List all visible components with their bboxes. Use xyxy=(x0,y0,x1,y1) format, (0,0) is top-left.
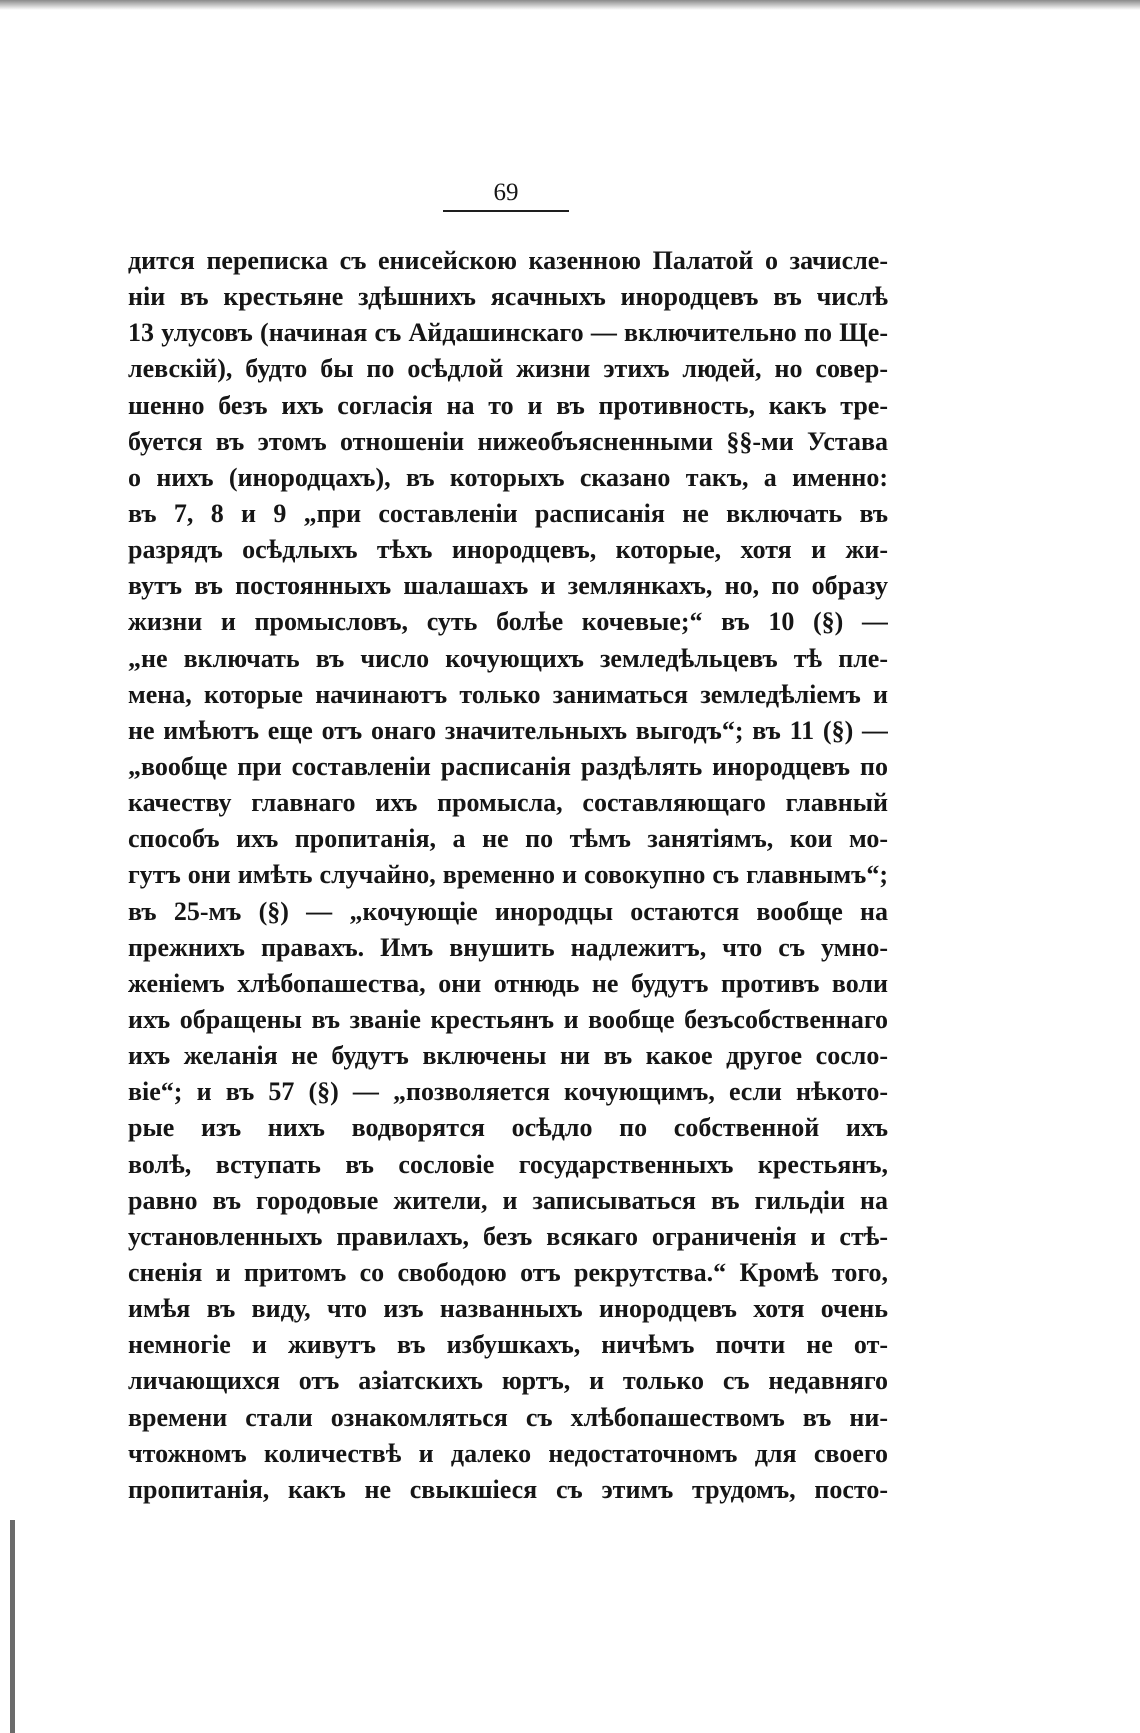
text-line: установленныхъ правилахъ, безъ всякаго ограниченiя и стѣ- xyxy=(128,1221,888,1251)
text-line: пропитанiя, какъ не свыкшiеся съ этимъ трудомъ, посто- xyxy=(128,1474,888,1504)
text-line: ихъ обращены въ званiе крестьянъ и вообще безъсобственнаго xyxy=(128,1004,888,1034)
text-line: „не включать въ число кочующихъ земледѣльцевъ тѣ пле- xyxy=(128,643,888,673)
text-line: о нихъ (инородцахъ), въ которыхъ сказано такъ, а именно: xyxy=(128,462,888,492)
text-line: нiи въ крестьяне здѣшнихъ ясачныхъ инородцевъ въ числѣ xyxy=(128,282,888,312)
text-line: ихъ желанiя не будутъ включены ни въ какое другое сосло- xyxy=(128,1041,888,1071)
text-line: мена, которые начинаютъ только заниматься земледѣлiемъ и xyxy=(128,679,888,709)
text-line: разрядъ осѣдлыхъ тѣхъ инородцевъ, которые, хотя и жи- xyxy=(128,535,888,565)
text-line: личающихся отъ азiатскихъ юртъ, и только съ недавняго xyxy=(128,1366,888,1396)
text-line: вiе“; и въ 57 (§) — „позволяется кочующимъ, если нѣкото- xyxy=(128,1077,888,1107)
text-line: качеству главнаго ихъ промысла, составляющаго главный xyxy=(128,788,888,818)
text-line: шенно безъ ихъ согласiя на то и въ противность, какъ тре- xyxy=(128,390,888,420)
text-line: левскiй), будто бы по осѣдлой жизни этихъ людей, но совер- xyxy=(128,354,888,384)
page-number-rule xyxy=(443,210,569,212)
text-line: буется въ этомъ отношенiи нижеобъясненными §§-ми Устава xyxy=(128,426,888,456)
text-line: времени стали ознакомляться съ хлѣбопашествомъ въ ни- xyxy=(128,1402,888,1432)
text-line: имѣя въ виду, что изъ названныхъ инородцевъ хотя очень xyxy=(128,1294,888,1324)
scan-top-edge xyxy=(0,0,1140,10)
text-line: сненiя и притомъ со свободою отъ рекрутства.“ Кромѣ того, xyxy=(128,1257,888,1287)
text-line: женiемъ хлѣбопашества, они отнюдь не будутъ противъ воли xyxy=(128,968,888,998)
text-line: немногiе и живутъ въ избушкахъ, ничѣмъ почти не от- xyxy=(128,1330,888,1360)
text-line: „вообще при составленiи расписанiя раздѣлять инородцевъ по xyxy=(128,751,888,781)
text-line: способъ ихъ пропитанiя, а не по тѣмъ занятiямъ, кои мо- xyxy=(128,824,888,854)
text-line: 13 улусовъ (начиная съ Айдашинскаго — включительно по Ще- xyxy=(128,318,888,348)
text-line: дится переписка съ енисейскою казенною Палатой о зачисле- xyxy=(128,246,888,275)
text-line: вутъ въ постоянныхъ шалашахъ и землянкахъ, но, по образу xyxy=(128,571,888,601)
body-text xyxy=(128,243,888,1508)
text-line: равно въ городовые жители, и записываться въ гильдiи на xyxy=(128,1185,888,1215)
text-line: не имѣютъ еще отъ онаго значительныхъ выгодъ“; въ 11 (§) — xyxy=(128,715,888,745)
text-line: жизни и промысловъ, суть болѣе кочевые;“ въ 10 (§) — xyxy=(128,607,888,637)
text-line: въ 25-мъ (§) — „кочующiе инородцы остаются вообще на xyxy=(128,896,888,926)
text-line: гутъ они имѣть случайно, временно и совокупно съ главнымъ“; xyxy=(128,860,888,890)
text-line: волѣ, вступать въ сословiе государственныхъ крестьянъ, xyxy=(128,1149,888,1179)
text-line: рые изъ нихъ водворятся осѣдло по собственной ихъ xyxy=(128,1113,888,1143)
text-line: чтожномъ количествѣ и далеко недостаточномъ для своего xyxy=(128,1438,888,1468)
text-line: въ 7, 8 и 9 „при составленiи расписанiя не включать въ xyxy=(128,498,888,528)
text-line: прежнихъ правахъ. Имъ внушить надлежитъ, что съ умно- xyxy=(128,932,888,962)
scan-binding-edge xyxy=(10,1520,15,1733)
page-number: 69 xyxy=(493,179,519,206)
